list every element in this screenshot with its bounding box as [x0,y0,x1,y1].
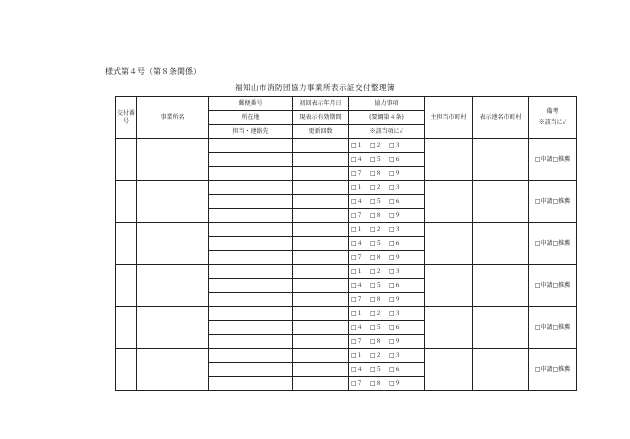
entry-business-name-cell[interactable] [137,139,209,181]
cooperation-checkbox[interactable]: □１ [351,183,363,191]
cooperation-checkbox[interactable]: □６ [389,281,401,289]
entry-cooperation-checkboxes[interactable] [349,195,425,209]
cooperation-checkbox[interactable]: □１ [351,267,363,275]
form-number: 様式第４号（第８条関係） [105,67,201,76]
entry-remarks-options[interactable]: □申請□推薦 [529,181,577,223]
cooperation-checkbox[interactable]: □７ [351,169,363,177]
entry-main-city-cell[interactable] [425,181,473,223]
entry-first-date-cell[interactable] [293,307,349,321]
entry-row [116,349,577,363]
entry-cooperation-checkboxes[interactable] [349,363,425,377]
entry-valid-period-cell[interactable] [293,321,349,335]
cooperation-checkbox[interactable]: □９ [389,379,401,387]
cooperation-checkbox[interactable]: □３ [389,141,401,149]
entry-valid-period-cell[interactable] [293,363,349,377]
entry-partner-city-cell[interactable] [473,139,529,181]
entry-cooperation-checkboxes[interactable] [349,223,425,237]
entry-business-name-cell[interactable] [137,307,209,349]
header-postal-code: 郵便番号 [209,97,293,111]
entry-row [116,307,577,321]
header-partner-city: 表示連名市町村 [473,97,529,139]
cooperation-checkbox[interactable]: □８ [370,169,382,177]
header-remarks-label: 備考 [546,108,559,115]
cooperation-checkbox[interactable]: □３ [389,183,401,191]
entry-address-cell[interactable] [209,195,293,209]
entry-business-name-cell[interactable] [137,265,209,307]
cooperation-checkbox[interactable]: □９ [389,337,401,345]
cooperation-checkbox[interactable]: □９ [389,169,401,177]
cooperation-checkbox[interactable]: □９ [389,253,401,261]
entry-remarks-options[interactable]: □申請□推薦 [529,223,577,265]
cooperation-checkbox[interactable]: □４ [351,281,363,289]
cooperation-checkbox[interactable]: □８ [370,337,382,345]
entry-renewal-count-cell[interactable] [293,335,349,349]
header-business-name: 事業所名 [137,97,209,139]
entry-postal-code-cell[interactable] [209,265,293,279]
cooperation-checkbox[interactable]: □８ [370,211,382,219]
entry-valid-period-cell[interactable] [293,153,349,167]
document-title: 福知山市消防団協力事業所表示証交付整理簿 [235,83,395,92]
entry-first-date-cell[interactable] [293,181,349,195]
entry-issue-number-cell[interactable] [116,223,137,265]
header-remarks-mark: ※該当に✓ [538,119,567,126]
cooperation-checkbox[interactable]: □１ [351,351,363,359]
cooperation-checkbox[interactable]: □７ [351,211,363,219]
header-contact: 担当・連絡先 [209,125,293,139]
entry-remarks-options[interactable]: □申請□推薦 [529,265,577,307]
entry-cooperation-checkboxes[interactable] [349,293,425,307]
entry-renewal-count-cell[interactable] [293,209,349,223]
entry-issue-number-cell[interactable] [116,265,137,307]
cooperation-checkbox[interactable]: □４ [351,239,363,247]
cooperation-checkbox[interactable]: □７ [351,337,363,345]
cooperation-checkbox[interactable]: □４ [351,155,363,163]
header-first-date: 初回表示年月日 [293,97,349,111]
cooperation-checkbox[interactable]: □８ [370,295,382,303]
cooperation-checkbox[interactable]: □９ [389,295,401,303]
entry-remarks-options[interactable]: □申請□推薦 [529,349,577,391]
cooperation-checkbox[interactable]: □７ [351,253,363,261]
entry-cooperation-checkboxes[interactable] [349,349,425,363]
entry-main-city-cell[interactable] [425,265,473,307]
entry-remarks-options[interactable]: □申請□推薦 [529,139,577,181]
cooperation-checkbox[interactable]: □６ [389,155,401,163]
header-cooperation-note: (要綱第４条) [349,111,425,125]
entry-issue-number-cell[interactable] [116,181,137,223]
entry-address-cell[interactable] [209,363,293,377]
entry-postal-code-cell[interactable] [209,223,293,237]
entry-partner-city-cell[interactable] [473,181,529,223]
entry-cooperation-checkboxes[interactable] [349,251,425,265]
cooperation-checkbox[interactable]: □６ [389,323,401,331]
register-table [115,96,577,391]
entry-address-cell[interactable] [209,279,293,293]
entry-cooperation-checkboxes[interactable] [349,335,425,349]
entry-main-city-cell[interactable] [425,307,473,349]
cooperation-checkbox[interactable]: □４ [351,323,363,331]
table-header [116,97,577,139]
entry-first-date-cell[interactable] [293,265,349,279]
entry-cooperation-checkboxes[interactable] [349,181,425,195]
cooperation-checkbox[interactable]: □４ [351,365,363,373]
entry-row [116,223,577,237]
entry-business-name-cell[interactable] [137,181,209,223]
entry-cooperation-checkboxes[interactable] [349,139,425,153]
cooperation-checkbox[interactable]: □５ [370,197,382,205]
entry-main-city-cell[interactable] [425,139,473,181]
entry-renewal-count-cell[interactable] [293,377,349,391]
entry-cooperation-checkboxes[interactable] [349,265,425,279]
cooperation-checkbox[interactable]: □３ [389,267,401,275]
cooperation-checkbox[interactable]: □２ [370,225,382,233]
cooperation-checkbox[interactable]: □５ [370,323,382,331]
cooperation-checkbox[interactable]: □１ [351,225,363,233]
entry-row [116,181,577,195]
entry-first-date-cell[interactable] [293,139,349,153]
cooperation-checkbox[interactable]: □２ [370,309,382,317]
entry-renewal-count-cell[interactable] [293,251,349,265]
header-applicable-mark: ※該当項に✓ [349,125,425,139]
header-main-city: 主担当市町村 [425,97,473,139]
entry-address-cell[interactable] [209,321,293,335]
cooperation-checkbox[interactable]: □２ [370,351,382,359]
header-renewal-count: 更新回数 [293,125,349,139]
entry-partner-city-cell[interactable] [473,349,529,391]
cooperation-checkbox[interactable]: □４ [351,197,363,205]
entry-postal-code-cell[interactable] [209,349,293,363]
cooperation-checkbox[interactable]: □８ [370,253,382,261]
cooperation-checkbox[interactable]: □５ [370,239,382,247]
cooperation-checkbox[interactable]: □２ [370,267,382,275]
entry-contact-cell[interactable] [209,167,293,181]
entry-renewal-count-cell[interactable] [293,167,349,181]
cooperation-checkbox[interactable]: □７ [351,295,363,303]
entry-address-cell[interactable] [209,237,293,251]
cooperation-checkbox[interactable]: □１ [351,309,363,317]
entry-remarks-options[interactable]: □申請□推薦 [529,307,577,349]
entry-business-name-cell[interactable] [137,223,209,265]
cooperation-checkbox[interactable]: □３ [389,351,401,359]
entry-cooperation-checkboxes[interactable] [349,209,425,223]
cooperation-checkbox[interactable]: □５ [370,365,382,373]
entry-row [116,139,577,153]
entry-postal-code-cell[interactable] [209,181,293,195]
entry-cooperation-checkboxes[interactable] [349,377,425,391]
cooperation-checkbox[interactable]: □８ [370,379,382,387]
entry-cooperation-checkboxes[interactable] [349,307,425,321]
cooperation-checkbox[interactable]: □１ [351,141,363,149]
entry-address-cell[interactable] [209,153,293,167]
header-address: 所在地 [209,111,293,125]
cooperation-checkbox[interactable]: □６ [389,239,401,247]
entry-cooperation-checkboxes[interactable] [349,167,425,181]
header-remarks [529,97,577,139]
entry-issue-number-cell[interactable] [116,139,137,181]
entry-partner-city-cell[interactable] [473,223,529,265]
entry-valid-period-cell[interactable] [293,279,349,293]
entry-postal-code-cell[interactable] [209,139,293,153]
header-valid-period: 現表示有効期間 [293,111,349,125]
entry-partner-city-cell[interactable] [473,265,529,307]
entry-renewal-count-cell[interactable] [293,293,349,307]
entry-cooperation-checkboxes[interactable] [349,237,425,251]
entry-main-city-cell[interactable] [425,349,473,391]
entry-valid-period-cell[interactable] [293,195,349,209]
entry-main-city-cell[interactable] [425,223,473,265]
cooperation-checkbox[interactable]: □３ [389,225,401,233]
entry-postal-code-cell[interactable] [209,307,293,321]
cooperation-checkbox[interactable]: □５ [370,155,382,163]
cooperation-checkbox[interactable]: □６ [389,365,401,373]
entry-contact-cell[interactable] [209,377,293,391]
cooperation-checkbox[interactable]: □７ [351,379,363,387]
cooperation-checkbox[interactable]: □２ [370,183,382,191]
entry-cooperation-checkboxes[interactable] [349,279,425,293]
cooperation-checkbox[interactable]: □３ [389,309,401,317]
entry-cooperation-checkboxes[interactable] [349,321,425,335]
cooperation-checkbox[interactable]: □９ [389,211,401,219]
entry-valid-period-cell[interactable] [293,237,349,251]
cooperation-checkbox[interactable]: □５ [370,281,382,289]
entry-contact-cell[interactable] [209,251,293,265]
cooperation-checkbox[interactable]: □６ [389,197,401,205]
entry-cooperation-checkboxes[interactable] [349,153,425,167]
entry-contact-cell[interactable] [209,209,293,223]
entry-first-date-cell[interactable] [293,349,349,363]
table-body [116,139,577,391]
entry-partner-city-cell[interactable] [473,307,529,349]
entry-issue-number-cell[interactable] [116,349,137,391]
cooperation-checkbox[interactable]: □２ [370,141,382,149]
entry-business-name-cell[interactable] [137,349,209,391]
entry-contact-cell[interactable] [209,293,293,307]
entry-contact-cell[interactable] [209,335,293,349]
entry-first-date-cell[interactable] [293,223,349,237]
header-issue-number: 交付番号 [116,97,137,139]
header-cooperation: 協力事項 [349,97,425,111]
entry-row [116,265,577,279]
entry-issue-number-cell[interactable] [116,307,137,349]
